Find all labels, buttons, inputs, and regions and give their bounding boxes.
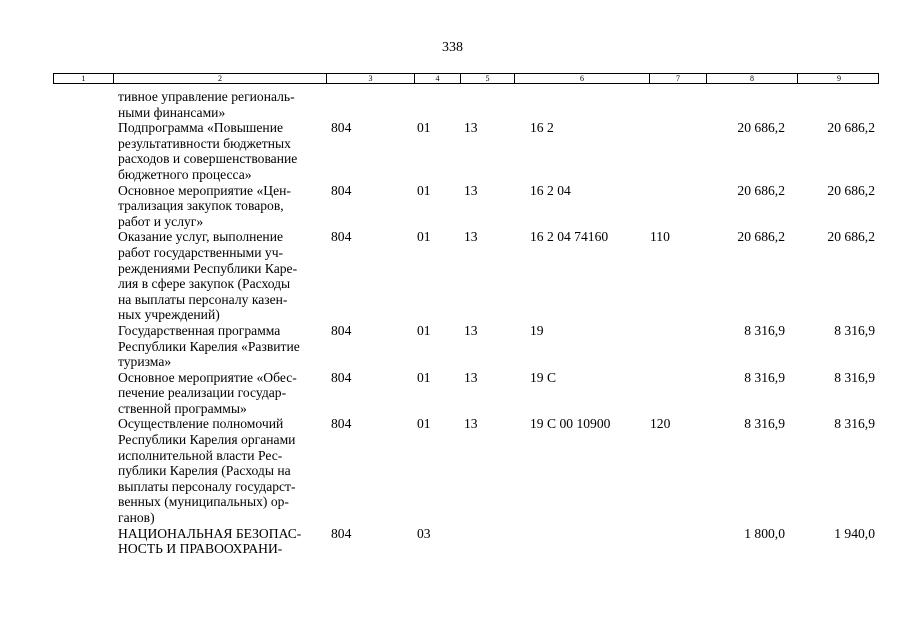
cell-subsection: 13 (464, 322, 478, 338)
description-line: реждениями Республики Каре- (118, 260, 298, 276)
cell-subsection: 13 (464, 182, 478, 198)
cell-section: 01 (417, 322, 431, 338)
description-line: Республики Карелия органами (118, 432, 296, 448)
header-col-9: 9 (797, 74, 880, 83)
description-line: Основное мероприятие «Цен- (118, 182, 291, 198)
row-description (118, 323, 328, 370)
table-row (0, 526, 905, 557)
table-row (0, 370, 905, 417)
cell-target-article: 16 2 04 (530, 182, 571, 198)
cell-amount-year-1: 8 316,9 (744, 416, 785, 432)
description-line: ных учреждений) (118, 307, 220, 323)
row-description (118, 183, 328, 230)
table-row (0, 229, 905, 323)
row-description (118, 370, 328, 417)
header-col-2: 2 (113, 74, 326, 83)
cell-expense-type: 110 (650, 229, 670, 245)
cell-administrator-code: 804 (331, 120, 352, 136)
description-line: Осуществление полномочий (118, 416, 284, 432)
cell-target-article: 19 С (530, 369, 557, 385)
cell-amount-year-2: 20 686,2 (827, 229, 875, 245)
row-description (118, 416, 328, 525)
cell-amount-year-1: 8 316,9 (744, 369, 785, 385)
table-row (0, 89, 905, 120)
header-col-7: 7 (649, 74, 706, 83)
cell-administrator-code: 804 (331, 322, 352, 338)
description-line: исполнительной власти Рес- (118, 447, 283, 463)
cell-amount-year-1: 20 686,2 (737, 182, 785, 198)
cell-amount-year-1: 8 316,9 (744, 322, 785, 338)
cell-section: 01 (417, 182, 431, 198)
cell-section: 01 (417, 229, 431, 245)
row-description (118, 229, 328, 323)
cell-subsection: 13 (464, 229, 478, 245)
cell-target-article: 19 С 00 10900 (530, 416, 611, 432)
description-line: Подпрограмма «Повышение (118, 120, 284, 136)
cell-amount-year-2: 8 316,9 (834, 369, 875, 385)
cell-section: 01 (417, 416, 431, 432)
cell-target-article: 19 (530, 322, 544, 338)
description-line: трализация закупок товаров, (118, 198, 284, 214)
table-row (0, 323, 905, 370)
description-line: тивное управление региональ- (118, 89, 295, 104)
header-col-1: 1 (81, 74, 86, 83)
cell-subsection: 13 (464, 120, 478, 136)
description-line: Республики Карелия «Развитие (118, 338, 300, 354)
cell-section: 03 (417, 525, 431, 541)
header-col-6: 6 (514, 74, 649, 83)
row-description (118, 526, 328, 557)
header-col-4: 4 (414, 74, 460, 83)
description-line: результативности бюджетных (118, 135, 291, 151)
cell-amount-year-1: 20 686,2 (737, 229, 785, 245)
description-line: расходов и совершенствование (118, 151, 298, 167)
cell-target-article: 16 2 (530, 120, 554, 136)
cell-administrator-code: 804 (331, 369, 352, 385)
description-line: ственной программы» (118, 400, 247, 416)
row-description (118, 89, 328, 120)
cell-section: 01 (417, 120, 431, 136)
cell-amount-year-2: 20 686,2 (827, 182, 875, 198)
cell-administrator-code: 804 (331, 416, 352, 432)
cell-section: 01 (417, 369, 431, 385)
description-line: печение реализации государ- (118, 385, 287, 401)
description-line: НАЦИОНАЛЬНАЯ БЕЗОПАС- (118, 525, 302, 541)
cell-subsection: 13 (464, 416, 478, 432)
description-line: Государственная программа (118, 322, 281, 338)
description-line: бюджетного процесса» (118, 166, 252, 182)
description-line: выплаты персоналу государст- (118, 478, 296, 494)
cell-amount-year-1: 1 800,0 (744, 525, 785, 541)
cell-amount-year-2: 8 316,9 (834, 322, 875, 338)
header-col-5: 5 (460, 74, 514, 83)
table-header (53, 73, 879, 84)
table-row (0, 416, 905, 525)
cell-amount-year-2: 8 316,9 (834, 416, 875, 432)
cell-administrator-code: 804 (331, 525, 352, 541)
table-row (0, 120, 905, 182)
description-line: Оказание услуг, выполнение (118, 229, 284, 245)
cell-amount-year-2: 20 686,2 (827, 120, 875, 136)
description-line: работ и услуг» (118, 213, 204, 229)
description-line: Основное мероприятие «Обес- (118, 369, 297, 385)
description-line: публики Карелия (Расходы на (118, 463, 291, 479)
page-number: 338 (442, 40, 463, 55)
cell-amount-year-2: 1 940,0 (834, 525, 875, 541)
header-col-3: 3 (326, 74, 414, 83)
table-row (0, 183, 905, 230)
description-line: венных (муниципальных) ор- (118, 494, 289, 510)
cell-target-article: 16 2 04 74160 (530, 229, 609, 245)
description-line: НОСТЬ И ПРАВООХРАНИ- (118, 541, 283, 557)
cell-amount-year-1: 20 686,2 (737, 120, 785, 136)
description-line: на выплаты персоналу казен- (118, 291, 288, 307)
description-line: ными финансами» (118, 104, 226, 120)
cell-administrator-code: 804 (331, 229, 352, 245)
row-description (118, 120, 328, 182)
table-body (0, 89, 905, 557)
description-line: лия в сфере закупок (Расходы (118, 276, 291, 292)
description-line: ганов) (118, 510, 155, 526)
cell-subsection: 13 (464, 369, 478, 385)
description-line: туризма» (118, 354, 172, 370)
description-line: работ государственными уч- (118, 244, 284, 260)
header-col-8: 8 (706, 74, 797, 83)
cell-administrator-code: 804 (331, 182, 352, 198)
cell-expense-type: 120 (650, 416, 671, 432)
